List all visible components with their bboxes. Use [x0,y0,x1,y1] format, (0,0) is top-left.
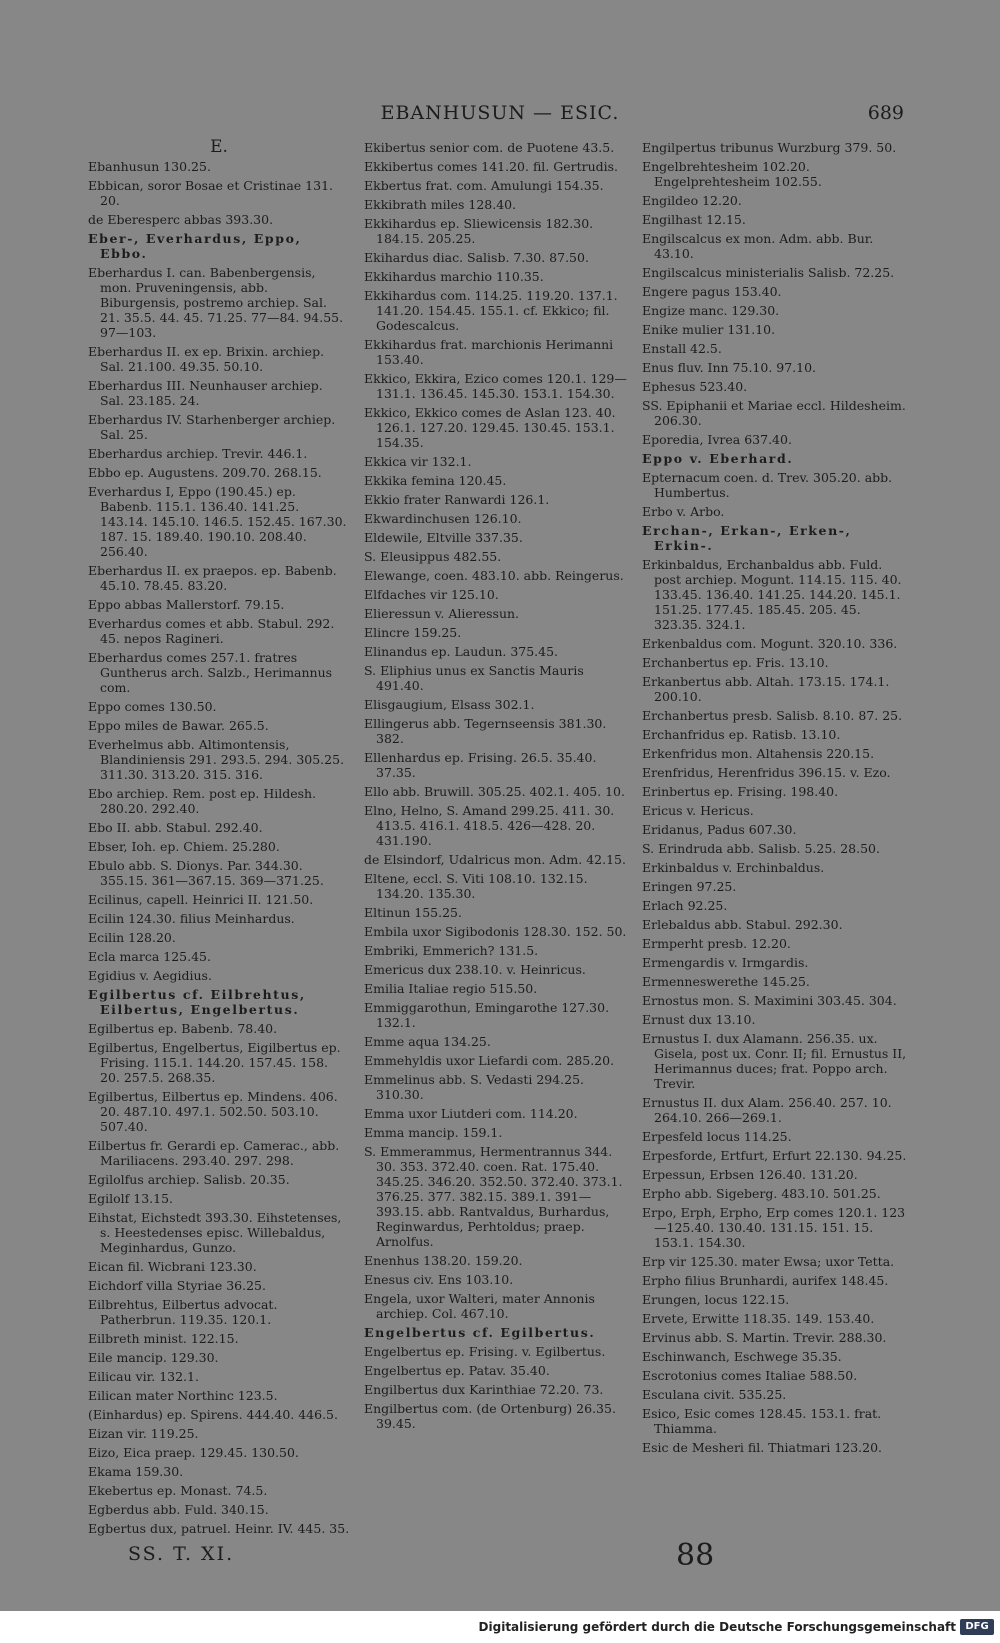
index-entry: Ericus v. Hericus. [642,803,754,818]
index-entry: Enenhus 138.20. 159.20. [364,1253,523,1268]
index-entry: Esic de Mesheri fil. Thiatmari 123.20. [642,1440,882,1455]
index-entry: Esculana civit. 535.25. [642,1387,787,1402]
index-entry: Ecilin 128.20. [88,930,176,945]
index-entry: Ekwardinchusen 126.10. [364,511,522,526]
index-entry: Emilia Italiae regio 515.50. [364,981,538,996]
index-entry: Erpho filius Brunhardi, aurifex 148.45. [642,1273,889,1288]
index-entry: Emericus dux 238.10. v. Heinricus. [364,962,586,977]
index-entry: Ellenhardus ep. Frising. 26.5. 35.40. 37.35. [364,750,597,780]
index-entry: Ekbertus frat. com. Amulungi 154.35. [364,178,604,193]
index-entry: Eichdorf villa Styriae 36.25. [88,1278,266,1293]
index-entry: Eridanus, Padus 607.30. [642,822,797,837]
index-entry: Engelbertus ep. Frising. v. Egilbertus. [364,1344,606,1359]
index-entry: Engelbertus ep. Patav. 35.40. [364,1363,550,1378]
index-entry: Erpho abb. Sigeberg. 483.10. 501.25. [642,1186,881,1201]
index-entry: Ermengardis v. Irmgardis. [642,955,809,970]
index-entry: Egilbertus, Eilbertus ep. Mindens. 406. 20. 487.10. 497.1. 502.50. 503.10. 507.40. [88,1089,338,1134]
index-entry: Engela, uxor Walteri, mater Annonis archiep. Col. 467.10. [364,1291,595,1321]
index-entry: Ebbican, soror Bosae et Cristinae 131. 20. [88,178,333,208]
index-entry: Elincre 159.25. [364,625,462,640]
index-entry: Enesus civ. Ens 103.10. [364,1272,514,1287]
index-entry: Emme aqua 134.25. [364,1034,491,1049]
index-entry: Ephesus 523.40. [642,379,748,394]
index-entry: Emma mancip. 159.1. [364,1125,503,1140]
index-entry: Embila uxor Sigibodonis 128.30. 152. 50. [364,924,627,939]
index-entry: Eppo comes 130.50. [88,699,217,714]
index-entry: Emmelinus abb. S. Vedasti 294.25. 310.30. [364,1072,585,1102]
index-entry: Ekkihardus marchio 110.35. [364,269,544,284]
index-entry: Ecilinus, capell. Heinrici II. 121.50. [88,892,314,907]
index-entry: S. Eliphius unus ex Sanctis Mauris 491.40. [364,663,584,693]
index-entry: Eschinwanch, Eschwege 35.35. [642,1349,842,1364]
index-entry: Eizan vir. 119.25. [88,1426,199,1441]
index-entry: Egidius v. Aegidius. [88,968,212,983]
index-entry: Erkanbertus abb. Altah. 173.15. 174.1. 200.10. [642,674,890,704]
index-entry: Erpessun, Erbsen 126.40. 131.20. [642,1167,858,1182]
index-entry: Erkinbaldus, Erchanbaldus abb. Fuld. post archiep. Mogunt. 114.15. 115. 40. 133.45. 136.40. 141.25. 144.20. 145.1. 151.25. 177.45. 185.45. 205. 45. 323.35. 324.1. [642,557,902,632]
index-entry: Engilbertus com. (de Ortenburg) 26.35. 39.45. [364,1401,616,1431]
index-entry: Erpesforde, Ertfurt, Erfurt 22.130. 94.25. [642,1148,907,1163]
index-entry: Ervete, Erwitte 118.35. 149. 153.40. [642,1311,875,1326]
index-entry: Eberhardus III. Neunhauser archiep. Sal. 23.185. 24. [88,378,323,408]
index-entry: Ekkico, Ekkira, Ezico comes 120.1. 129—131.1. 136.45. 145.30. 153.1. 154.30. [364,371,627,401]
index-entry: Egberdus abb. Fuld. 340.15. [88,1502,269,1517]
index-entry: Elewange, coen. 483.10. abb. Reingerus. [364,568,624,583]
index-entry: Ervinus abb. S. Martin. Trevir. 288.30. [642,1330,887,1345]
digitization-note: Digitalisierung gefördert durch die Deutsche Forschungsgemeinschaft [478,1620,956,1634]
index-entry: Everhardus I, Eppo (190.45.) ep. Babenb. 115.1. 136.40. 141.25. 143.14. 145.10. 146.5. 152.45. 167.30. 187. 15. 189.40. 190.10. 208.40. 256.40. [88,484,347,559]
index-entry: Ebo II. abb. Stabul. 292.40. [88,820,263,835]
index-entry: Engilscalcus ex mon. Adm. abb. Bur. 43.10. [642,231,874,261]
index-entry: Ekkihardus ep. Sliewicensis 182.30. 184.15. 205.25. [364,216,594,246]
index-entry: Ernust dux 13.10. [642,1012,756,1027]
index-entry: Eltinun 155.25. [364,905,462,920]
index-entry: Enus fluv. Inn 75.10. 97.10. [642,360,817,375]
index-entry: Ermperht presb. 12.20. [642,936,791,951]
index-entry: Elinandus ep. Laudun. 375.45. [364,644,559,659]
running-title: EBANHUSUN — ESIC. [380,102,620,124]
index-entry: Ebanhusun 130.25. [88,159,211,174]
index-entry: Erinbertus ep. Frising. 198.40. [642,784,839,799]
index-entry: Eberhardus II. ex ep. Brixin. archiep. Sal. 21.100. 49.35. 50.10. [88,344,325,374]
index-entry: Erchanbertus ep. Fris. 13.10. [642,655,829,670]
index-entry: Egilbertus, Engelbertus, Eigilbertus ep. Frising. 115.1. 144.20. 157.45. 158. 20. 257.5. 268.35. [88,1040,341,1085]
index-entry: Erchan-, Erkan-, Erken-, Erkin-. [642,523,852,553]
index-entry: Ebo archiep. Rem. post ep. Hildesh. 280.20. 292.40. [88,786,317,816]
index-entry: de Elsindorf, Udalricus mon. Adm. 42.15. [364,852,626,867]
index-entry: Egilbertus ep. Babenb. 78.40. [88,1021,278,1036]
index-entry: Emma uxor Liutderi com. 114.20. [364,1106,578,1121]
index-entry: Erenfridus, Herenfridus 396.15. v. Ezo. [642,765,891,780]
index-entry: Eberhardus I. can. Babenbergensis, mon. Pruveningensis, abb. Biburgensis, postremo archiep. Sal. 21. 35.5. 44. 45. 71.25. 77—84. 94.55. 97—103. [88,265,344,340]
index-entry: Eberhardus comes 257.1. fratres Guntherus arch. Salzb., Herimannus com. [88,650,333,695]
index-entry: Eberhardus IV. Starhenberger archiep. Sal. 25. [88,412,336,442]
index-entry: Embriki, Emmerich? 131.5. [364,943,539,958]
digitization-footer [0,1611,1000,1643]
index-entry: S. Emmerammus, Hermentrannus 344. 30. 353. 372.40. coen. Rat. 175.40. 345.25. 346.20. 352.50. 372.40. 373.1. 376.25. 377. 382.15. 389.1. 391—393.15. abb. Rantvaldus, Burhardus, Reginwardus, Perhtoldus; praep. Arnolfus. [364,1144,623,1249]
index-entry: Ekkika femina 120.45. [364,473,507,488]
index-entry: Escrotonius comes Italiae 588.50. [642,1368,858,1383]
index-entry: SS. Epiphanii et Mariae eccl. Hildesheim. 206.30. [642,398,906,428]
index-entry: Ellingerus abb. Tegernseensis 381.30. 382. [364,716,607,746]
index-entry: Eilican mater Northinc 123.5. [88,1388,278,1403]
index-entry: Engize manc. 129.30. [642,303,780,318]
index-entry: Egbertus dux, patruel. Heinr. IV. 445. 35. [88,1521,350,1536]
index-entry: Erchanbertus presb. Salisb. 8.10. 87. 25. [642,708,903,723]
index-entry: Eile mancip. 129.30. [88,1350,219,1365]
index-entry: Esico, Esic comes 128.45. 153.1. frat. Thiamma. [642,1406,882,1436]
signature-mark: SS. T. XI. [128,1543,235,1565]
index-entry: Eilbertus fr. Gerardi ep. Camerac., abb. Mariliacens. 293.40. 297. 298. [88,1138,340,1168]
index-entry: Ecilin 124.30. filius Meinhardus. [88,911,295,926]
index-entry: Ernostus mon. S. Maximini 303.45. 304. [642,993,897,1008]
index-entry: Erpesfeld locus 114.25. [642,1129,792,1144]
index-entry: Eporedia, Ivrea 637.40. [642,432,792,447]
index-entry: (Einhardus) ep. Spirens. 444.40. 446.5. [88,1407,338,1422]
index-entry: Ekebertus ep. Monast. 74.5. [88,1483,268,1498]
index-entry: Engilbertus dux Karinthiae 72.20. 73. [364,1382,604,1397]
index-entry: Ekkibrath miles 128.40. [364,197,517,212]
index-entry: Engilhast 12.15. [642,212,746,227]
index-entry: Ekkico, Ekkico comes de Aslan 123. 40. 126.1. 127.20. 129.45. 130.45. 153.1. 154.35. [364,405,616,450]
index-entry: Engere pagus 153.40. [642,284,782,299]
index-entry: Ekkibertus comes 141.20. fil. Gertrudis. [364,159,619,174]
index-entry: Engelbrehtesheim 102.20. Engelprehtesheim 102.55. [642,159,822,189]
index-entry: Emmiggarothun, Emingarothe 127.30. 132.1. [364,1000,610,1030]
sheet-number: 88 [676,1538,715,1573]
index-entry: Eihstat, Eichstedt 393.30. Eihstetenses, s. Heestedenses episc. Willebaldus, Meginhardus, Gunzo. [88,1210,342,1255]
index-entry: Elieressun v. Alieressun. [364,606,520,621]
index-column-3 [642,140,908,1459]
index-entry: Ernustus II. dux Alam. 256.40. 257. 10. 264.10. 266—269.1. [642,1095,892,1125]
index-entry: Ekkio frater Ranwardi 126.1. [364,492,550,507]
index-entry: Egilolf 13.15. [88,1191,174,1206]
index-entry: Eringen 97.25. [642,879,737,894]
index-column-2 [364,140,634,1435]
index-entry: Eppo abbas Mallerstorf. 79.15. [88,597,285,612]
index-entry: Eltene, eccl. S. Viti 108.10. 132.15. 134.20. 135.30. [364,871,588,901]
page-number: 689 [867,102,904,124]
index-entry: Everhardus comes et abb. Stabul. 292. 45. nepos Ragineri. [88,616,335,646]
index-entry: Ebbo ep. Augustens. 209.70. 268.15. [88,465,322,480]
index-entry: Erp vir 125.30. mater Ewsa; uxor Tetta. [642,1254,895,1269]
index-entry: Eppo miles de Bawar. 265.5. [88,718,269,733]
index-entry: de Eberesperc abbas 393.30. [88,212,274,227]
index-entry: Emmehyldis uxor Liefardi com. 285.20. [364,1053,615,1068]
index-entry: Ekkihardus frat. marchionis Herimanni 153.40. [364,337,614,367]
index-entry: Eilbrehtus, Eilbertus advocat. Patherbrun. 119.35. 120.1. [88,1297,278,1327]
dfg-logo-icon: DFG [960,1619,994,1635]
index-column-1 [88,137,350,1540]
index-entry: Eberhardus II. ex praepos. ep. Babenb. 45.10. 78.45. 83.20. [88,563,337,593]
index-entry: S. Erindruda abb. Salisb. 5.25. 28.50. [642,841,880,856]
index-entry: Elfdaches vir 125.10. [364,587,499,602]
index-entry: Eldewile, Eltville 337.35. [364,530,523,545]
index-entry: Eberhardus archiep. Trevir. 446.1. [88,446,308,461]
index-entry: Erkinbaldus v. Erchinbaldus. [642,860,825,875]
index-entry: Ekkihardus com. 114.25. 119.20. 137.1. 141.20. 154.45. 155.1. cf. Ekkico; fil. Godescalcus. [364,288,618,333]
index-entry: Erlach 92.25. [642,898,728,913]
index-entry: Erpo, Erph, Erpho, Erp comes 120.1. 123—125.40. 130.40. 131.15. 151. 15. 153.1. 154.30. [642,1205,906,1250]
index-entry: Elno, Helno, S. Amand 299.25. 411. 30. 413.5. 416.1. 418.5. 426—428. 20. 431.190. [364,803,615,848]
running-head [0,100,1000,130]
index-entry: Ello abb. Bruwill. 305.25. 402.1. 405. 10. [364,784,625,799]
index-entry: Ebulo abb. S. Dionys. Par. 344.30. 355.15. 361—367.15. 369—371.25. [88,858,324,888]
section-letter: E. [210,137,228,157]
index-entry: Egilolfus archiep. Salisb. 20.35. [88,1172,290,1187]
index-entry: Engildeo 12.20. [642,193,742,208]
index-entry: Ekihardus diac. Salisb. 7.30. 87.50. [364,250,589,265]
index-entry: Ebser, Ioh. ep. Chiem. 25.280. [88,839,280,854]
index-entry: Erchanfridus ep. Ratisb. 13.10. [642,727,841,742]
index-entry: Erungen, locus 122.15. [642,1292,790,1307]
index-entry: Egilbertus cf. Eilbrehtus, Eilbertus, Engelbertus. [88,987,306,1017]
index-entry: Elisgaugium, Elsass 302.1. [364,697,535,712]
index-entry: Enike mulier 131.10. [642,322,776,337]
index-entry: Engelbertus cf. Egilbertus. [364,1325,596,1340]
index-entry: Eilicau vir. 132.1. [88,1369,199,1384]
index-entry: Ecla marca 125.45. [88,949,211,964]
index-entry: Ekkica vir 132.1. [364,454,472,469]
index-entry: Enstall 42.5. [642,341,722,356]
index-entry: Engilscalcus ministerialis Salisb. 72.25. [642,265,895,280]
index-entry: Erbo v. Arbo. [642,504,725,519]
index-entry: Eber-, Everhardus, Eppo, Ebbo. [88,231,302,261]
index-entry: Erlebaldus abb. Stabul. 292.30. [642,917,843,932]
index-entry: Eican fil. Wicbrani 123.30. [88,1259,257,1274]
index-entry: Ermenneswerethe 145.25. [642,974,810,989]
index-entry: S. Eleusippus 482.55. [364,549,502,564]
index-entry: Everhelmus abb. Altimontensis, Blandiniensis 291. 293.5. 294. 305.25. 311.30. 313.20. 315. 316. [88,737,345,782]
index-entry: Ernustus I. dux Alamann. 256.35. ux. Gisela, post ux. Conr. II; fil. Ernustus II, Herimannus duces; frat. Poppo arch. Trevir. [642,1031,907,1091]
index-entry: Engilpertus tribunus Wurzburg 379. 50. [642,140,897,155]
index-entry: Eppo v. Eberhard. [642,451,794,466]
index-entry: Ekama 159.30. [88,1464,184,1479]
index-entry: Erkenfridus mon. Altahensis 220.15. [642,746,875,761]
index-entry: Ekibertus senior com. de Puotene 43.5. [364,140,615,155]
index-entry: Erkenbaldus com. Mogunt. 320.10. 336. [642,636,898,651]
index-entry: Eilbreth minist. 122.15. [88,1331,239,1346]
index-entry: Eizo, Eica praep. 129.45. 130.50. [88,1445,299,1460]
index-entry: Epternacum coen. d. Trev. 305.20. abb. Humbertus. [642,470,893,500]
